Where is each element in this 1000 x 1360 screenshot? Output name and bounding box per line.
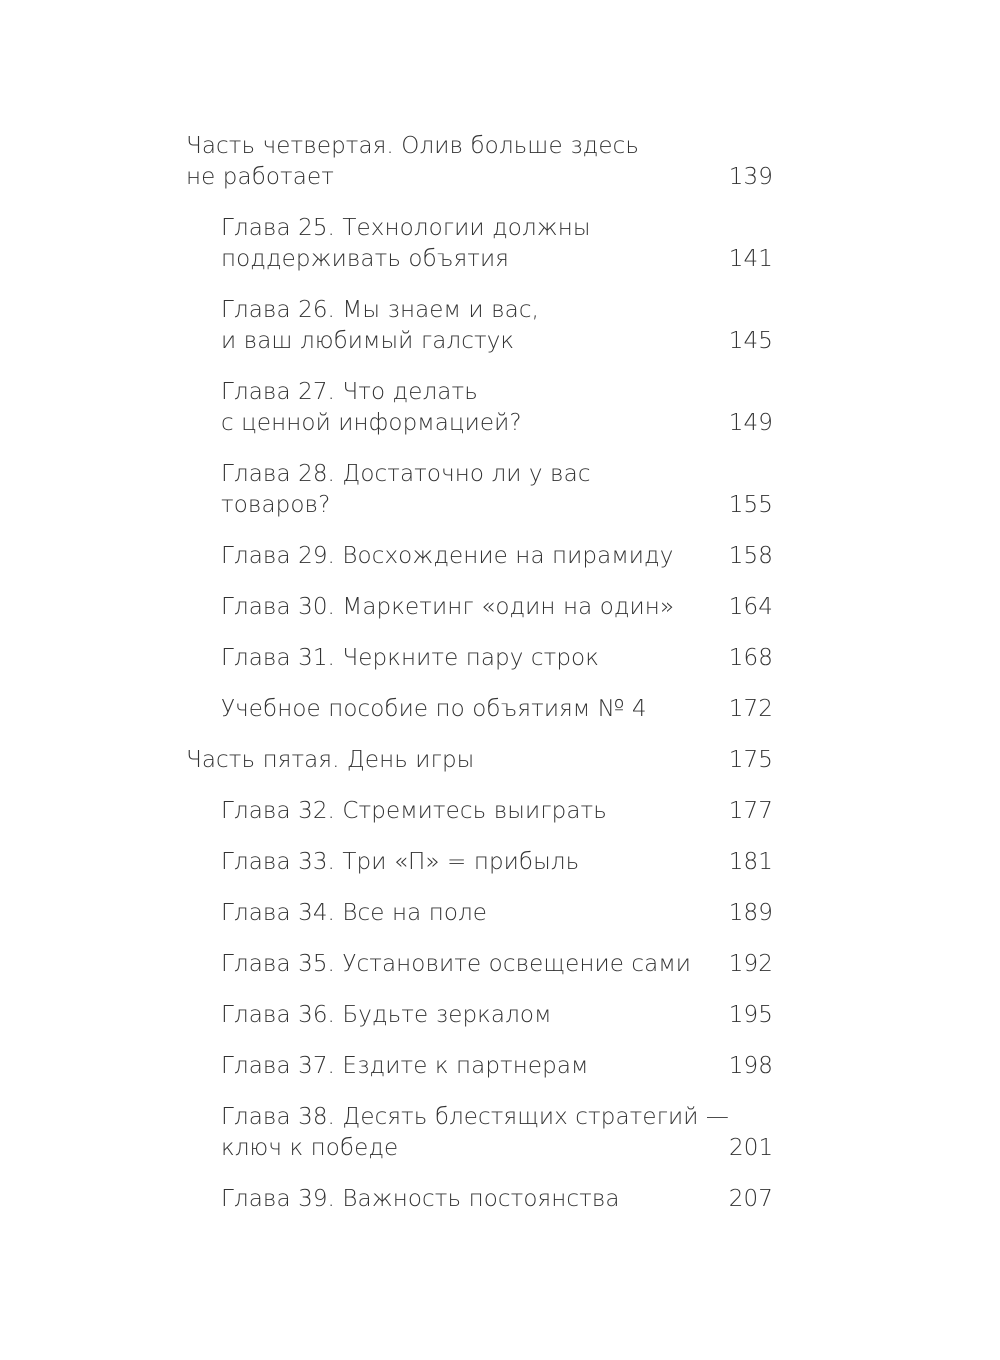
toc-title-line: не работает [186,163,334,190]
toc-page-number: 192 [728,951,773,977]
toc-chapter-entry [186,898,773,929]
toc-page-number: 207 [728,1186,773,1212]
toc-entry-title [186,592,674,623]
toc-chapter-entry [186,694,773,725]
toc-title-line: Глава 31. Черкните пару строк [221,645,599,671]
toc-entry-title [186,898,487,929]
toc-title-line: Часть пятая. День игры [186,747,475,773]
toc-entry-title [186,295,539,356]
toc-page-number: 158 [728,543,773,569]
toc-page-number: 149 [728,409,773,436]
toc-title-line: Глава 33. Три «П» = прибыль [221,849,580,875]
toc-page-number: 177 [728,798,773,824]
toc-page-number: 201 [729,1134,774,1161]
toc-page-number: 198 [728,1053,773,1079]
toc-entry-title [186,213,591,274]
toc-chapter-entry [186,949,773,980]
toc-entry-title [186,745,474,776]
toc-title-line: товаров? [221,491,331,518]
toc-chapter-entry [186,796,773,827]
toc-entry-title [186,796,607,827]
toc-title-line: Глава 32. Стремитесь выиграть [221,798,607,824]
toc-entry-title [186,643,599,674]
toc-title-line: Глава 38. Десять блестящих стратегий — [221,1104,730,1130]
toc-page-number: 155 [728,491,773,518]
toc-chapter-entry [186,213,773,274]
toc-entry-title [186,949,691,980]
toc-page-number: 189 [728,900,773,926]
toc-page-number: 145 [728,327,773,354]
toc-title-line: Глава 30. Маркетинг «один на один» [221,594,675,620]
toc-entry-title [186,1102,729,1163]
toc-chapter-entry [186,847,773,878]
toc-title-line: Глава 37. Ездите к партнерам [221,1053,589,1079]
toc-page-number: 195 [728,1002,773,1028]
toc-title-line: Глава 27. Что делать [221,379,478,405]
toc-title-line: Глава 26. Мы знаем и вас, [221,297,539,323]
toc-entry-title [186,1184,620,1215]
toc-chapter-entry [186,377,773,438]
toc-chapter-entry [186,1102,773,1163]
toc-page-number: 175 [728,747,773,773]
toc-title-line: с ценной информацией? [221,409,522,436]
toc-title-line: ключ к победе [221,1134,399,1161]
toc-title-line: Глава 35. Установите освещение сами [221,951,692,977]
toc-entry-title [186,541,673,572]
toc-entry-title [186,694,647,725]
toc-title-line: и ваш любимый галстук [221,327,515,354]
toc-title-line: Глава 28. Достаточно ли у вас [221,461,591,487]
toc-title-line: Глава 36. Будьте зеркалом [221,1002,552,1028]
toc-chapter-entry [186,541,773,572]
toc-chapter-entry [186,1051,773,1082]
toc-chapter-entry [186,1000,773,1031]
toc-entry-title [186,377,522,438]
toc-page-number: 168 [728,645,773,671]
toc-entry-title [186,1000,552,1031]
toc-page-number: 181 [728,849,773,875]
toc-chapter-entry [186,459,773,520]
toc-page-number: 141 [728,245,773,272]
toc-title-line: Глава 34. Все на поле [221,900,488,926]
toc-page-number: 172 [728,696,773,722]
table-of-contents [186,131,773,1235]
toc-entry-title [186,847,579,878]
toc-title-line: Учебное пособие по объятиям № 4 [221,696,647,722]
toc-chapter-entry [186,643,773,674]
toc-entry-title [186,459,591,520]
toc-chapter-entry [186,295,773,356]
toc-entry-title [186,131,639,192]
toc-page-number: 139 [728,163,773,190]
toc-part-entry [186,131,773,192]
toc-title-line: Глава 25. Технологии должны [221,215,591,241]
toc-title-line: Часть четвертая. Олив больше здесь [186,133,639,159]
toc-title-line: Глава 29. Восхождение на пирамиду [221,543,674,569]
toc-entry-title [186,1051,589,1082]
toc-chapter-entry [186,592,773,623]
toc-chapter-entry [186,1184,773,1215]
toc-title-line: поддерживать объятия [221,245,509,272]
toc-title-line: Глава 39. Важность постоянства [221,1186,620,1212]
toc-page-number: 164 [728,594,773,620]
toc-part-entry [186,745,773,776]
